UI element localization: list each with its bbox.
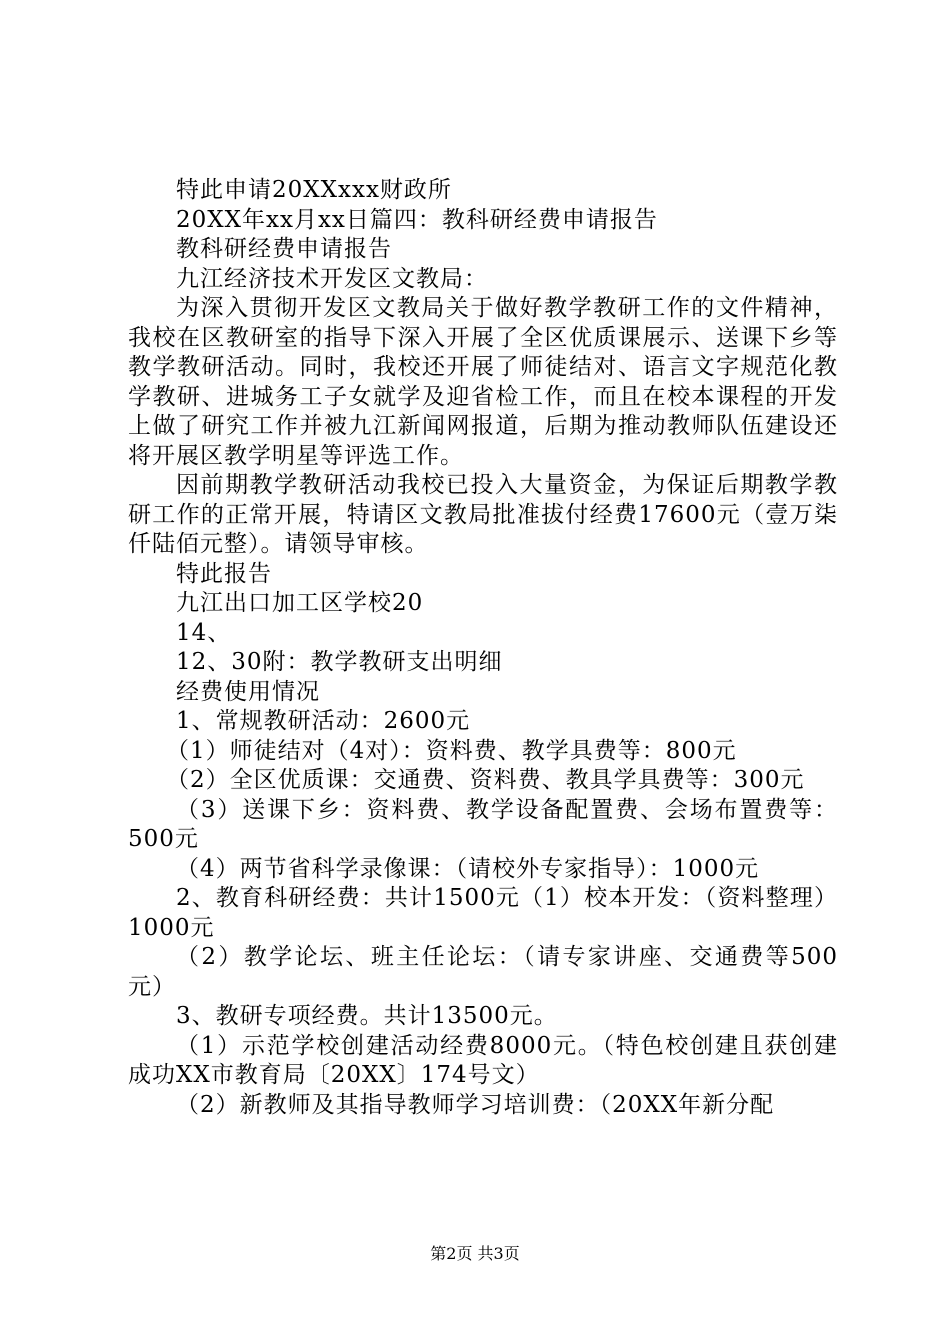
list-item: （2）教学论坛、班主任论坛：（请专家讲座、交通费等500元）	[128, 944, 838, 1000]
page-footer: 第2页 共3页	[430, 1244, 520, 1263]
list-item: （2）全区优质课：交通费、资料费、教具学具费等：300元	[166, 767, 805, 793]
list-item: （1）示范学校创建活动经费8000元。（特色校创建且获创建成功XX市教育局〔20XX〕174号文）	[128, 1032, 838, 1088]
text-line: 12、30附：教学教研支出明细	[176, 649, 503, 675]
list-item: 2、教育科研经费：共计1500元（1）校本开发：（资料整理）1000元	[128, 885, 838, 941]
text-line: 特此申请20XXxxx财政所	[176, 177, 452, 203]
document-body	[128, 176, 838, 1120]
list-item: 1、常规教研活动：2600元	[176, 708, 471, 734]
text-line: 教科研经费申请报告	[176, 236, 392, 262]
list-item: （1）师徒结对（4对）：资料费、教学具费等：800元	[166, 737, 737, 764]
list-item: （2）新教师及其指导教师学习培训费：（20XX年新分配	[176, 1091, 775, 1118]
body-paragraph-1: 为深入贯彻开发区文教局关于做好教学教研工作的文件精神，我校在区教研室的指导下深入开展了全区优质课展示、送课下乡等教学教研活动。同时，我校还开展了师徒结对、语言文字规范化教学教研、进城务工子女就学及迎省检工作，而且在校本课程的开发上做了研究工作并被九江新闻网报道，后期为推动教师队伍建设还将开展区教学明星等评选工作。	[128, 295, 838, 469]
text-line: 特此报告	[176, 560, 272, 587]
text-line: 14、	[176, 619, 232, 646]
body-paragraph-2: 因前期教学教研活动我校已投入大量资金，为保证后期教学教研工作的正常开展，特请区文教局批准拔付经费17600元（壹万柒仟陆佰元整）。请领导审核。	[128, 472, 838, 557]
text-line: 20XX年xx月xx日篇四：教科研经费申请报告	[176, 206, 658, 233]
addressee-line: 九江经济技术开发区文教局：	[176, 265, 488, 292]
list-item: （3）送课下乡：资料费、教学设备配置费、会场布置费等：500元	[128, 796, 838, 852]
list-item: 3、教研专项经费。共计13500元。	[176, 1003, 558, 1029]
list-item: （4）两节省科学录像课：（请校外专家指导）：1000元	[176, 855, 760, 882]
section-heading: 经费使用情况	[176, 678, 320, 705]
text-line: 九江出口加工区学校20	[176, 590, 424, 616]
